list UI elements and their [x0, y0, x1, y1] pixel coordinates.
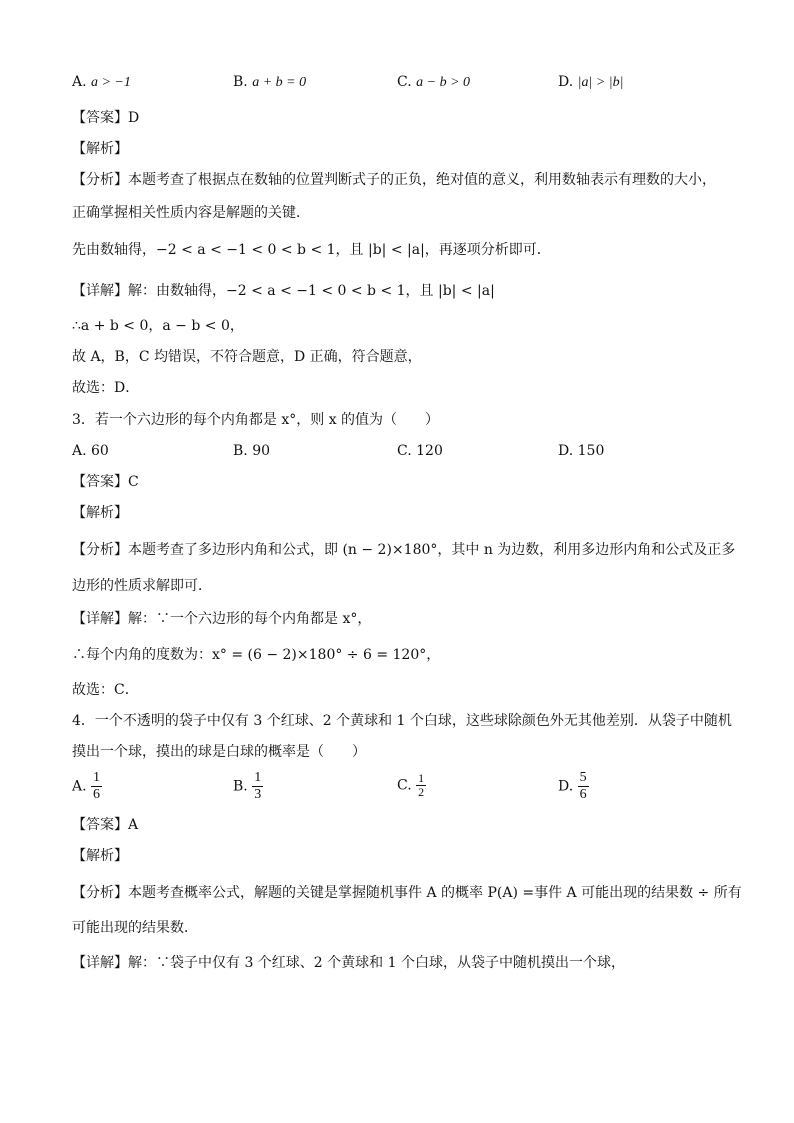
- q4-option-a: [72, 770, 102, 803]
- denominator: 6: [93, 787, 101, 802]
- q4-fenxi-line-2: 可能出现的结果数．: [72, 920, 198, 936]
- q4-option-b: [233, 770, 263, 803]
- option-text: 60: [91, 443, 109, 459]
- numerator: 1: [93, 770, 101, 785]
- q2-fenxi-line-1: 【分析】本题考查了根据点在数轴的位置判断式子的正负，绝对值的意义，利用数轴表示有理数的大小，: [72, 172, 716, 188]
- q2-detail-line-1: 【详解】解：由数轴得，−2 < a < −1 < 0 < b < 1，且 |b| < |a|: [72, 283, 495, 299]
- option-letter: B.: [233, 74, 248, 90]
- q2-detail-line-2: ∴a + b < 0，a − b < 0，: [72, 318, 244, 334]
- q3-option-a: [72, 441, 109, 461]
- q4-detail-line-1: 【详解】解：∵袋子中仅有 3 个红球、2 个黄球和 1 个白球，从袋子中随机摸出一个球，: [72, 955, 625, 971]
- q2-fenxi-line-2: 正确掌握相关性质内容是解题的关键．: [72, 205, 310, 221]
- q2-option-b: [233, 72, 306, 93]
- option-letter: C.: [397, 74, 412, 90]
- option-letter: D.: [558, 778, 574, 795]
- q2-detail-line-3: 故 A，B，C 均错误，不符合题意，D 正确，符合题意，: [72, 349, 422, 365]
- q2-answer: 【答案】D: [72, 110, 140, 126]
- q3-option-d: [558, 441, 604, 461]
- q3-detail-line-3: 故选：C．: [72, 682, 139, 698]
- option-text: a + b = 0: [252, 75, 307, 90]
- option-text: a − b > 0: [416, 75, 471, 90]
- q3-detail-line-2: ∴每个内角的度数为：x° = (6 − 2)×180° ÷ 6 = 120°，: [72, 647, 441, 663]
- q4-option-d: [558, 770, 589, 803]
- option-text: |a| > |b|: [577, 75, 624, 90]
- option-letter: C.: [397, 443, 412, 459]
- option-letter: A.: [72, 74, 87, 90]
- q4-stem-line-1: 4．一个不透明的袋子中仅有 3 个红球、2 个黄球和 1 个白球，这些球除颜色外无其他差别．从袋子中随机: [72, 713, 732, 729]
- q3-stem: 3．若一个六边形的每个内角都是 x°，则 x 的值为（ ）: [72, 412, 440, 428]
- q2-option-a: [72, 72, 131, 93]
- q3-option-b: [233, 441, 270, 461]
- option-text: 90: [252, 443, 271, 459]
- q4-answer: 【答案】A: [72, 817, 139, 833]
- numerator: 5: [579, 770, 587, 785]
- q2-fenxi-line-3: 先由数轴得，−2 < a < −1 < 0 < b < 1，且 |b| < |a|，再逐项分析即可．: [72, 242, 551, 258]
- q4-stem-line-2: 摸出一个球，摸出的球是白球的概率是（ ）: [72, 744, 366, 760]
- q3-answer: 【答案】C: [72, 474, 139, 490]
- option-letter: D.: [558, 443, 574, 459]
- q3-fenxi-line-2: 边形的性质求解即可．: [72, 578, 212, 594]
- q3-analysis-tag: 【解析】: [72, 505, 128, 521]
- denominator: 2: [418, 785, 425, 799]
- q3-detail-line-1: 【详解】解：∵一个六边形的每个内角都是 x°，: [72, 611, 372, 627]
- option-letter: A.: [72, 778, 87, 795]
- denominator: 3: [254, 787, 262, 802]
- q4-option-c: [397, 772, 426, 799]
- option-letter: B.: [233, 443, 248, 459]
- option-letter: B.: [233, 778, 248, 795]
- option-text: 150: [577, 443, 605, 459]
- q4-fenxi-line-1: 【分析】本题考查概率公式，解题的关键是掌握随机事件 A 的概率 P(A) =事件 A 可能出现的结果数 ÷ 所有: [72, 885, 742, 901]
- option-fraction: [91, 770, 102, 803]
- option-fraction: [578, 770, 589, 803]
- q2-option-d: [558, 72, 623, 93]
- option-letter: C.: [397, 777, 412, 794]
- option-text: a > −1: [91, 75, 131, 90]
- q2-analysis-tag: 【解析】: [72, 141, 128, 157]
- option-fraction: [252, 770, 263, 803]
- q2-detail-line-4: 故选：D．: [72, 380, 140, 396]
- q4-analysis-tag: 【解析】: [72, 848, 128, 864]
- denominator: 6: [579, 787, 587, 802]
- q3-fenxi-line-1: 【分析】本题考查了多边形内角和公式，即 (n − 2)×180°，其中 n 为边数，利用多边形内角和公式及正多: [72, 542, 736, 558]
- q2-option-c: [397, 72, 470, 93]
- q3-option-c: [397, 441, 443, 461]
- numerator: 1: [418, 771, 425, 785]
- numerator: 1: [254, 770, 262, 785]
- option-letter: A.: [72, 443, 87, 459]
- option-text: 120: [416, 443, 443, 459]
- option-letter: D.: [558, 74, 574, 90]
- option-fraction: [416, 772, 426, 799]
